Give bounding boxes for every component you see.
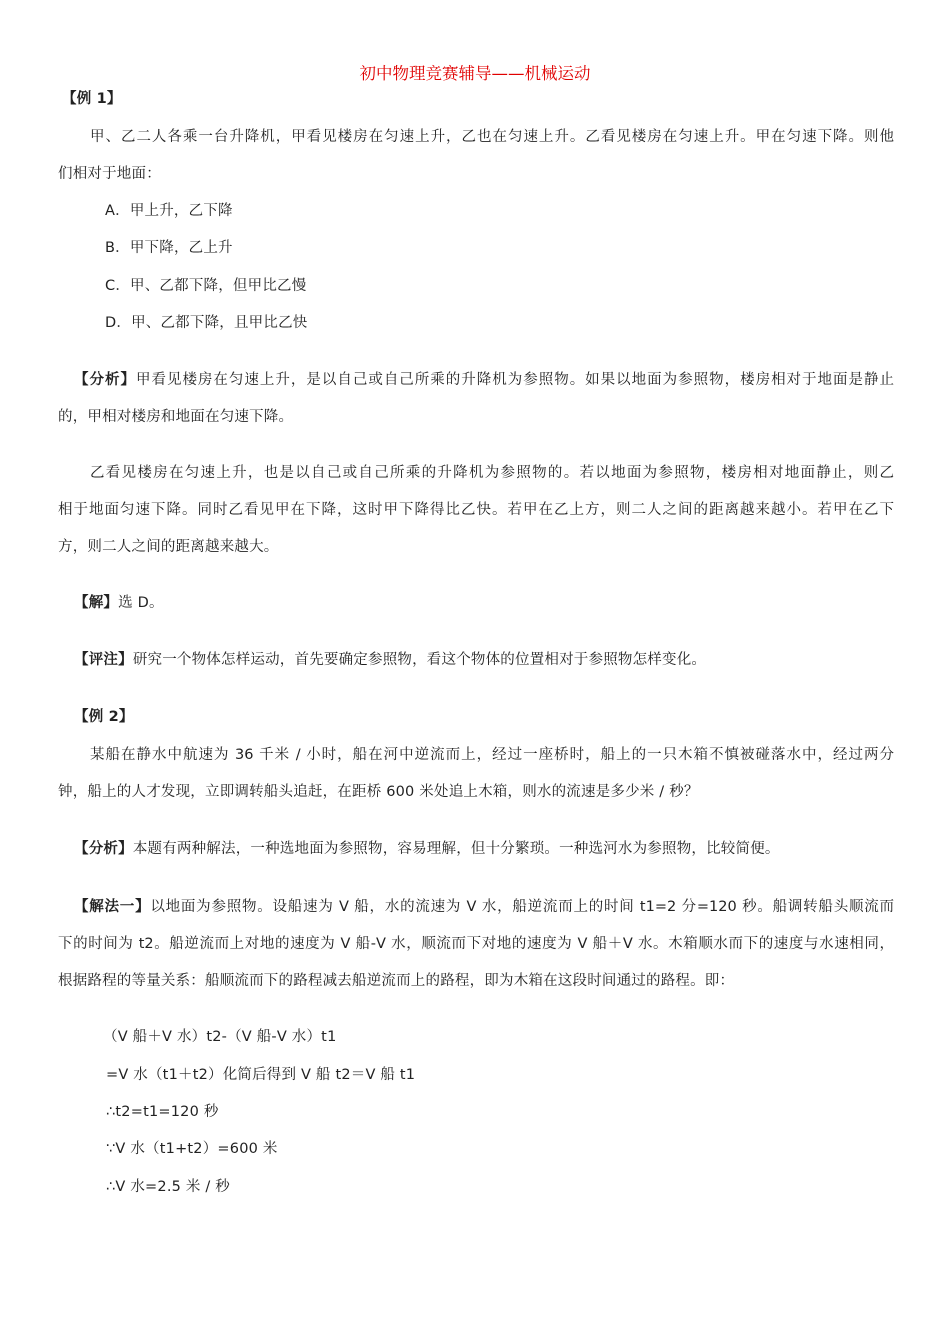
example-1-comment	[74, 649, 706, 671]
example-1-analysis-p2-line-2: 相于地面匀速下降。同时乙看见甲在下降，这时甲下降得比乙快。若甲在乙上方，则二人之间的距离越来越小。若甲在乙下	[58, 502, 894, 518]
equation-line-2: =V 水（t1＋t2）化简后得到 V 船 t2＝V 船 t1	[106, 1067, 416, 1083]
example-1-analysis-text: 甲看见楼房在匀速上升，是以自己或自己所乘的升降机为参照物。如果以地面为参照物，楼房相对于地面是静止	[135, 372, 895, 388]
example-1-analysis-p2-line-3: 方，则二人之间的距离越来越大。	[58, 539, 279, 555]
example-2-label: 【例 2】	[74, 709, 134, 725]
example-1-option-d: D．甲、乙都下降，且甲比乙快	[105, 315, 308, 331]
example-1-question-line-1: 甲、乙二人各乘一台升降机，甲看见楼房在匀速上升，乙也在匀速上升。乙看见楼房在匀速上升。甲在匀速下降。则他	[90, 129, 894, 145]
example-1-analysis-line-2: 的，甲相对楼房和地面在匀速下降。	[58, 409, 294, 425]
example-2-analysis-label: 【分析】	[74, 841, 133, 857]
example-1-analysis-line-1	[74, 369, 894, 391]
example-2-question-line-2: 钟，船上的人才发现，立即调转船头追赶，在距桥 600 米处追上木箱，则水的流速是多少米 / 秒？	[58, 784, 699, 800]
example-1-option-b: B．甲下降，乙上升	[105, 240, 233, 256]
example-2-analysis	[74, 838, 780, 860]
document-title: 初中物理竞赛辅导——机械运动	[359, 64, 591, 83]
example-1-analysis-label: 【分析】	[74, 372, 136, 388]
example-2-method-1-line-3: 根据路程的等量关系：船顺流而下的路程减去船逆流而上的路程，即为木箱在这段时间通过的路程。即：	[58, 973, 735, 989]
equation-line-4: ∵V 水（t1+t2）=600 米	[106, 1141, 278, 1157]
equation-line-3: ∴t2=t1=120 秒	[106, 1104, 219, 1120]
example-2-method-1-text: 以地面为参照物。设船速为 V 船，水的流速为 V 水，船逆流而上的时间 t1=2 分=120 秒。船调转船头顺流而	[150, 899, 894, 915]
example-2-method-1-line-1	[74, 896, 894, 918]
example-1-option-a: A．甲上升，乙下降	[105, 203, 233, 219]
example-1-question-line-2: 们相对于地面：	[58, 166, 161, 182]
example-2-method-1-label: 【解法一】	[74, 899, 151, 915]
example-2-analysis-text: 本题有两种解法，一种选地面为参照物，容易理解，但十分繁琐。一种选河水为参照物，比较简便。	[132, 841, 780, 857]
example-2-method-1-line-2: 下的时间为 t2。船逆流而上对地的速度为 V 船-V 水，顺流而下对地的速度为 V 船＋V 水。木箱顺水而下的速度与水速相同，	[58, 936, 894, 952]
example-1-comment-label: 【评注】	[74, 652, 133, 668]
example-1-solution-label: 【解】	[74, 595, 119, 611]
example-1-solution	[74, 592, 164, 614]
example-2-question-line-1: 某船在静水中航速为 36 千米 / 小时，船在河中逆流而上，经过一座桥时，船上的一只木箱不慎被碰落水中，经过两分	[90, 747, 894, 763]
example-1-analysis-p2-line-1: 乙看见楼房在匀速上升，也是以自己或自己所乘的升降机为参照物的。若以地面为参照物，楼房相对地面静止，则乙	[90, 465, 894, 481]
example-1-label: 【例 1】	[62, 91, 122, 107]
example-1-option-c: C．甲、乙都下降，但甲比乙慢	[105, 278, 307, 294]
equation-line-1: （V 船＋V 水）t2-（V 船-V 水）t1	[103, 1029, 337, 1045]
example-1-comment-text: 研究一个物体怎样运动，首先要确定参照物，看这个物体的位置相对于参照物怎样变化。	[132, 652, 707, 668]
equation-line-5: ∴V 水=2.5 米 / 秒	[106, 1179, 230, 1195]
example-1-solution-text: 选 D。	[118, 595, 164, 611]
